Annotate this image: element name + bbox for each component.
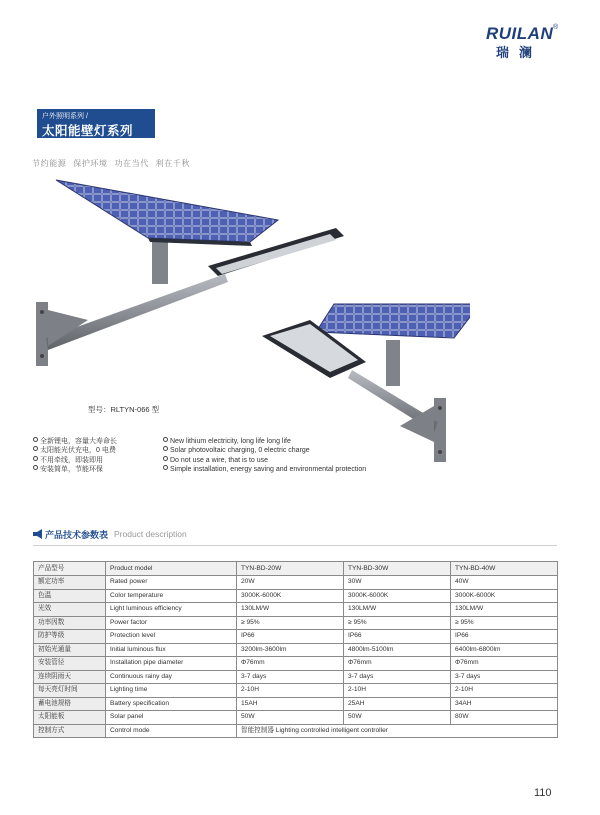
- table-cell: ≥ 95%: [451, 616, 558, 630]
- table-cell: Initial luminous flux: [106, 643, 237, 657]
- table-cell: 2-10H: [344, 684, 451, 698]
- series-title: 太阳能壁灯系列: [42, 124, 134, 138]
- table-cell: Φ76mm: [451, 657, 558, 671]
- table-cell: Rated power: [106, 576, 237, 590]
- table-cell: 太阳能板: [34, 711, 106, 725]
- table-cell: Φ76mm: [344, 657, 451, 671]
- table-row: [34, 657, 558, 671]
- table-cell: IP66: [237, 630, 344, 644]
- feature-cn-item: 太阳能光伏充电，0 电费: [33, 446, 117, 455]
- spec-table: [33, 561, 558, 738]
- table-cell: 3000K-6000K: [451, 589, 558, 603]
- table-cell: TYN-BD-20W: [237, 562, 344, 576]
- table-cell: 4800lm-5100lm: [344, 643, 451, 657]
- section-title-cn: 产品技术参数表: [45, 530, 109, 540]
- features-cn: [33, 437, 117, 474]
- table-cell: Product model: [106, 562, 237, 576]
- table-cell: ≥ 95%: [237, 616, 344, 630]
- table-cell: 2-10H: [451, 684, 558, 698]
- table-row: [34, 670, 558, 684]
- table-row: [34, 711, 558, 725]
- features-en: [163, 437, 366, 474]
- table-cell: 3000K-6000K: [344, 589, 451, 603]
- table-cell: 初始光通量: [34, 643, 106, 657]
- solar-panel-right: [316, 304, 470, 338]
- table-cell: Protection level: [106, 630, 237, 644]
- bullet-icon: [163, 465, 168, 470]
- table-row: [34, 589, 558, 603]
- table-cell: 2-10H: [237, 684, 344, 698]
- table-cell: Solar panel: [106, 711, 237, 725]
- table-cell: 20W: [237, 576, 344, 590]
- table-cell: 连续阴雨天: [34, 670, 106, 684]
- table-row-control-mode: [34, 724, 558, 738]
- bullet-icon: [33, 446, 38, 451]
- table-cell: 每天亮灯时间: [34, 684, 106, 698]
- table-cell: 3-7 days: [237, 670, 344, 684]
- feature-en-item: Do not use a wire, that is to use: [163, 456, 366, 465]
- pole-arm-left: [46, 274, 228, 350]
- section-title-en: Product description: [114, 529, 187, 539]
- table-row: [34, 616, 558, 630]
- table-row: [34, 630, 558, 644]
- table-cell: 防护等级: [34, 630, 106, 644]
- table-cell: 3000K-6000K: [237, 589, 344, 603]
- bullet-icon: [163, 437, 168, 442]
- table-cell: 15AH: [237, 697, 344, 711]
- brand-registered-mark: ®: [553, 24, 559, 31]
- table-cell: Color temperature: [106, 589, 237, 603]
- bullet-icon: [163, 456, 168, 461]
- table-cell: 34AH: [451, 697, 558, 711]
- table-cell: IP66: [451, 630, 558, 644]
- table-cell: ≥ 95%: [344, 616, 451, 630]
- feature-en-item: Solar photovoltaic charging, 0 electric charge: [163, 446, 366, 455]
- table-cell: 色温: [34, 589, 106, 603]
- section-heading-icon: [33, 529, 42, 539]
- table-cell: TYN-BD-40W: [451, 562, 558, 576]
- feature-cn-item: 安装简单，节能环保: [33, 465, 117, 474]
- table-cell: 6400lm-6800lm: [451, 643, 558, 657]
- table-cell: 130LM/W: [237, 603, 344, 617]
- page-number: 110: [534, 787, 552, 799]
- table-cell: 130LM/W: [451, 603, 558, 617]
- table-cell: Continuous rainy day: [106, 670, 237, 684]
- table-cell: 3-7 days: [451, 670, 558, 684]
- table-row: [34, 643, 558, 657]
- feature-en-item: Simple installation, energy saving and environmental protection: [163, 465, 366, 474]
- table-cell: 光效: [34, 603, 106, 617]
- table-cell: 130LM/W: [344, 603, 451, 617]
- section-divider: [33, 545, 557, 546]
- table-cell: 30W: [344, 576, 451, 590]
- table-cell: Power factor: [106, 616, 237, 630]
- bullet-icon: [33, 465, 38, 470]
- bullet-icon: [33, 437, 38, 442]
- table-cell: 额定功率: [34, 576, 106, 590]
- solar-panel-left: [56, 180, 278, 242]
- table-cell: Light luminous efficiency: [106, 603, 237, 617]
- feature-cn-item: 全新锂电，容量大寿命长: [33, 437, 117, 446]
- table-cell: 50W: [237, 711, 344, 725]
- table-cell: Control mode: [106, 724, 237, 738]
- panel-stand-left: [152, 240, 168, 284]
- table-header-row: [34, 562, 558, 576]
- table-cell: Installation pipe diameter: [106, 657, 237, 671]
- series-subtitle: 户外照明系列 /: [42, 113, 88, 120]
- brand-logo-en: RUILAN: [486, 24, 554, 43]
- table-cell: TYN-BD-30W: [344, 562, 451, 576]
- model-caption: 型号：RLTYN-066 型: [88, 405, 160, 414]
- slogan: 节约能源 保护环境 功在当代 利在千秋: [32, 159, 191, 168]
- table-cell: Lighting time: [106, 684, 237, 698]
- table-cell: 3-7 days: [344, 670, 451, 684]
- table-cell: 25AH: [344, 697, 451, 711]
- table-cell: 安装管径: [34, 657, 106, 671]
- feature-cn-item: 不用牵线，即装即用: [33, 456, 117, 465]
- table-cell: IP66: [344, 630, 451, 644]
- table-cell: Φ76mm: [237, 657, 344, 671]
- table-cell: 40W: [451, 576, 558, 590]
- table-row: [34, 684, 558, 698]
- feature-en-item: New lithium electricity, long life long life: [163, 437, 366, 446]
- table-row: [34, 697, 558, 711]
- product-image-solar-wall-lamps: [30, 170, 470, 470]
- table-cell: Battery specification: [106, 697, 237, 711]
- table-cell: 功率因数: [34, 616, 106, 630]
- bullet-icon: [163, 446, 168, 451]
- panel-stand-right: [386, 340, 400, 386]
- table-cell: 智能控制器 Lighting controlled intelligent controller: [237, 724, 558, 738]
- table-cell: 控制方式: [34, 724, 106, 738]
- bullet-icon: [33, 456, 38, 461]
- table-cell: 蓄电池规格: [34, 697, 106, 711]
- table-row: [34, 576, 558, 590]
- table-cell: 3200lm-3600lm: [237, 643, 344, 657]
- brand-logo-cn: 瑞澜: [496, 45, 543, 60]
- table-cell: 80W: [451, 711, 558, 725]
- table-cell: 50W: [344, 711, 451, 725]
- table-cell: 产品型号: [34, 562, 106, 576]
- table-row: [34, 603, 558, 617]
- spec-table-body: [34, 562, 558, 738]
